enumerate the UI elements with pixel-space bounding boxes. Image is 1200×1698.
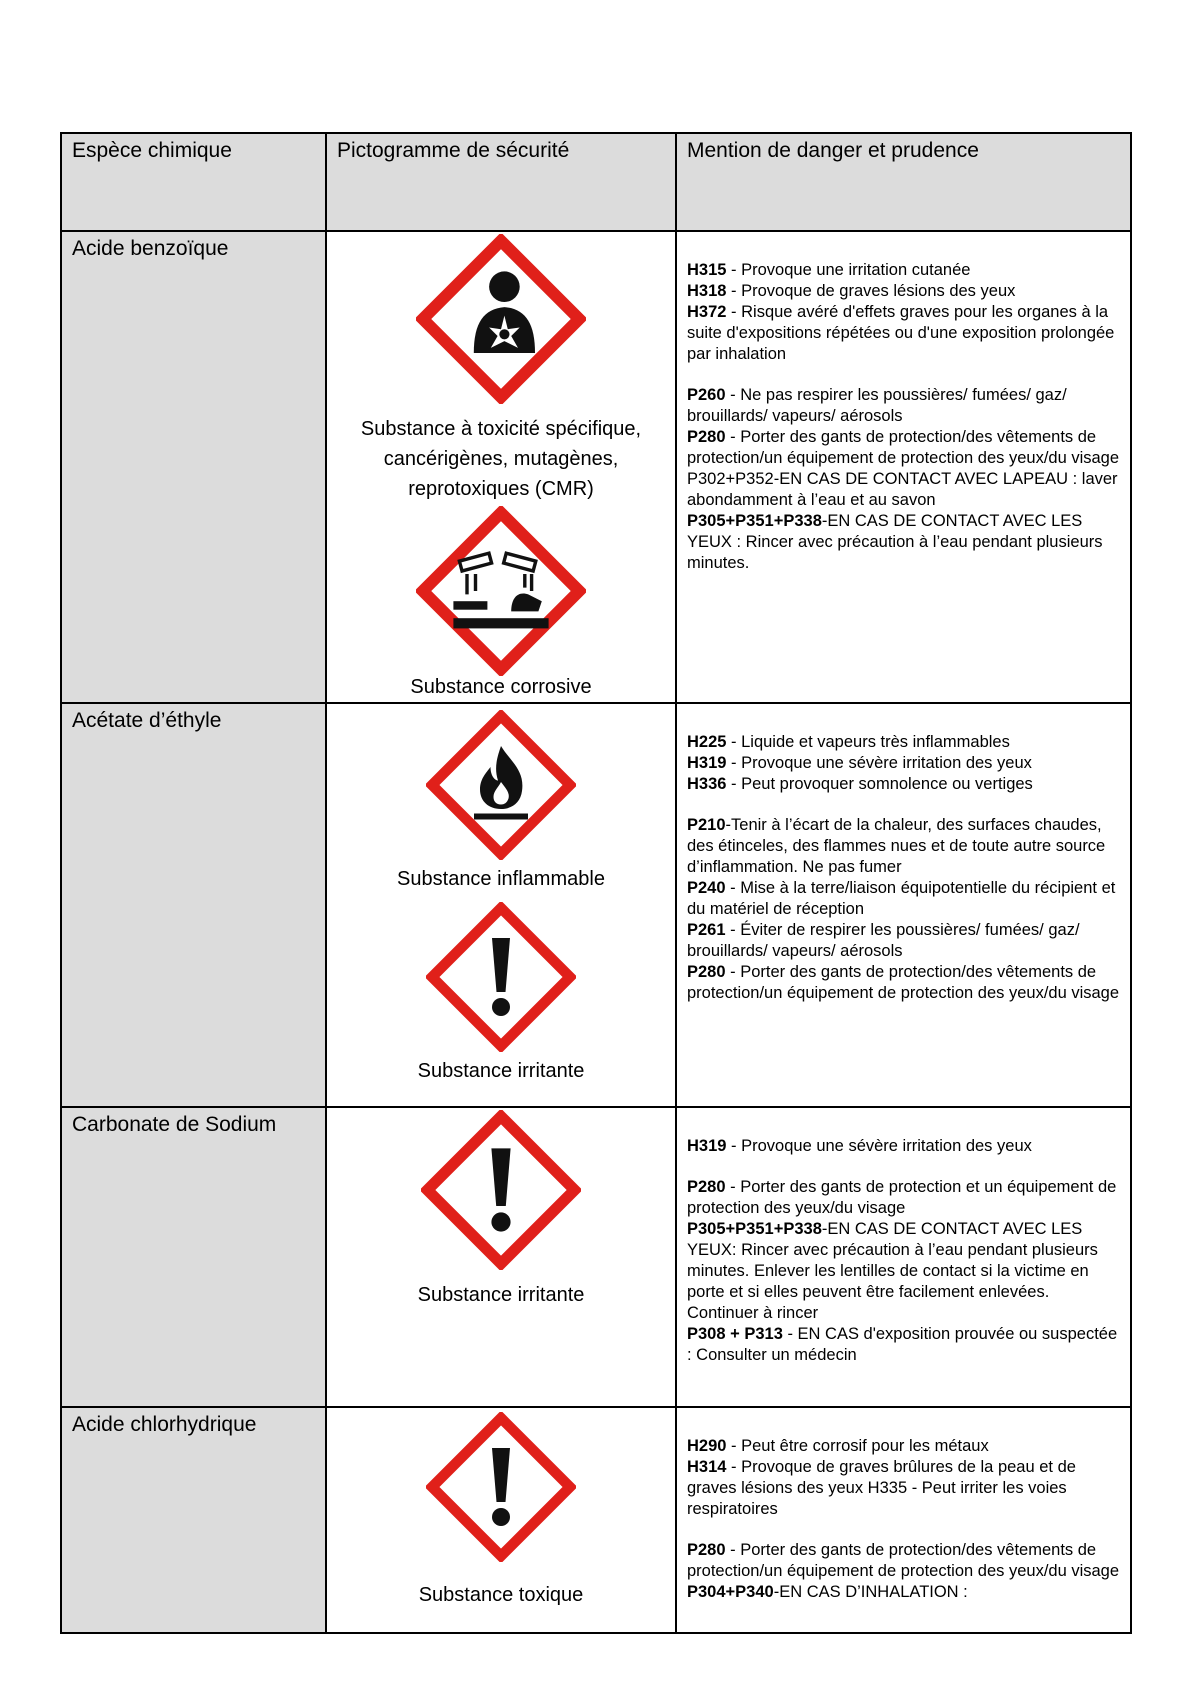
table-row	[61, 231, 1131, 703]
hazard-statement: H225 - Liquide et vapeurs très inflammables	[687, 733, 1010, 751]
pictogram-caption: Substance corrosive	[410, 676, 592, 698]
precaution-statement: P304+P340-EN CAS D’INHALATION :	[687, 1583, 968, 1601]
hazard-statement: H318 - Provoque de graves lésions des yeux	[687, 282, 1016, 300]
precaution-statement: P308 + P313 - EN CAS d'exposition prouvée ou suspectée : Consulter un médecin	[687, 1325, 1118, 1364]
precaution-statement: P280 - Porter des gants de protection/des vêtements de protection/un équipement de protection des yeux/du visage	[687, 1541, 1120, 1580]
precaution-statement: P280 - Porter des gants de protection/des vêtements de protection/un équipement de protection des yeux/du visage P302+P352-EN CAS DE CONTACT AVEC LAPEAU : laver abondamment à l’eau et au savon	[687, 428, 1120, 509]
pictogram-cell	[326, 703, 676, 1107]
precaution-statement: P260 - Ne pas respirer les poussières/ fumées/ gaz/ brouillards/ vapeurs/ aérosols	[687, 386, 1067, 425]
hazard-statement: H315 - Provoque une irritation cutanée	[687, 261, 971, 279]
hazard-statement: H319 - Provoque une sévère irritation des yeux	[687, 1137, 1032, 1155]
precaution-statement: P305+P351+P338-EN CAS DE CONTACT AVEC LES YEUX : Rincer avec précaution à l’eau pendant plusieurs minutes.	[687, 512, 1103, 572]
hazard-statement: H319 - Provoque une sévère irritation des yeux	[687, 754, 1032, 772]
health-hazard-icon	[416, 234, 586, 404]
pictogram-caption: Substance à toxicité spécifique, cancérigènes, mutagènes, reprotoxiques (CMR)	[360, 418, 642, 500]
hazard-statement: H336 - Peut provoquer somnolence ou vertiges	[687, 775, 1033, 793]
precaution-statement: P240 - Mise à la terre/liaison équipotentielle du récipient et du matériel de réception	[687, 879, 1116, 918]
pictogram-cell	[326, 1107, 676, 1407]
hazard-statement: H290 - Peut être corrosif pour les métaux	[687, 1437, 989, 1455]
precaution-statement: P305+P351+P338-EN CAS DE CONTACT AVEC LES YEUX: Rincer avec précaution à l’eau pendant plusieurs minutes. Enlever les lentilles de contact si la victime en porte et si elles peuvent être facilement enlevées. Continuer à rincer	[687, 1220, 1098, 1322]
pictogram-caption: Substance inflammable	[397, 868, 605, 890]
species-cell: Acétate d’éthyle	[61, 703, 326, 1107]
header-mention: Mention de danger et prudence	[676, 133, 1131, 231]
mention-cell	[676, 703, 1131, 1107]
pictogram-cell	[326, 1407, 676, 1633]
species-cell: Acide benzoïque	[61, 231, 326, 703]
mention-cell	[676, 231, 1131, 703]
header-row	[61, 133, 1131, 231]
mention-cell	[676, 1107, 1131, 1407]
species-cell: Carbonate de Sodium	[61, 1107, 326, 1407]
table-row	[61, 703, 1131, 1107]
precaution-statement: P280 - Porter des gants de protection et un équipement de protection des yeux/du visage	[687, 1178, 1117, 1217]
mention-cell	[676, 1407, 1131, 1633]
precaution-statement: P280 - Porter des gants de protection/des vêtements de protection/un équipement de protection des yeux/du visage	[687, 963, 1120, 1002]
exclamation-icon	[426, 1412, 576, 1562]
exclamation-icon	[426, 902, 576, 1052]
safety-table	[60, 132, 1132, 1634]
table-row	[61, 1107, 1131, 1407]
species-cell: Acide chlorhydrique	[61, 1407, 326, 1633]
pictogram-cell	[326, 231, 676, 703]
precaution-statement: P210-Tenir à l’écart de la chaleur, des surfaces chaudes, des étinceles, des flammes nues et de toute autre source d’inflammation. Ne pas fumer	[687, 816, 1106, 876]
exclamation-icon	[421, 1110, 581, 1270]
header-pictogram: Pictogramme de sécurité	[326, 133, 676, 231]
pictogram-caption: Substance irritante	[417, 1284, 585, 1306]
flame-icon	[426, 710, 576, 860]
hazard-statement: H372 - Risque avéré d'effets graves pour les organes à la suite d'expositions répétées ou d'une exposition prolongée par inhalation	[687, 303, 1115, 363]
hazard-statement: H314 - Provoque de graves brûlures de la peau et de graves lésions des yeux H335 - Peut irriter les voies respiratoires	[687, 1458, 1076, 1518]
table-row	[61, 1407, 1131, 1633]
precaution-statement: P261 - Éviter de respirer les poussières/ fumées/ gaz/ brouillards/ vapeurs/ aérosols	[687, 921, 1080, 960]
pictogram-caption: Substance toxique	[418, 1584, 584, 1606]
pictogram-caption: Substance irritante	[417, 1060, 585, 1082]
header-species: Espèce chimique	[61, 133, 326, 231]
corrosive-icon	[416, 506, 586, 676]
